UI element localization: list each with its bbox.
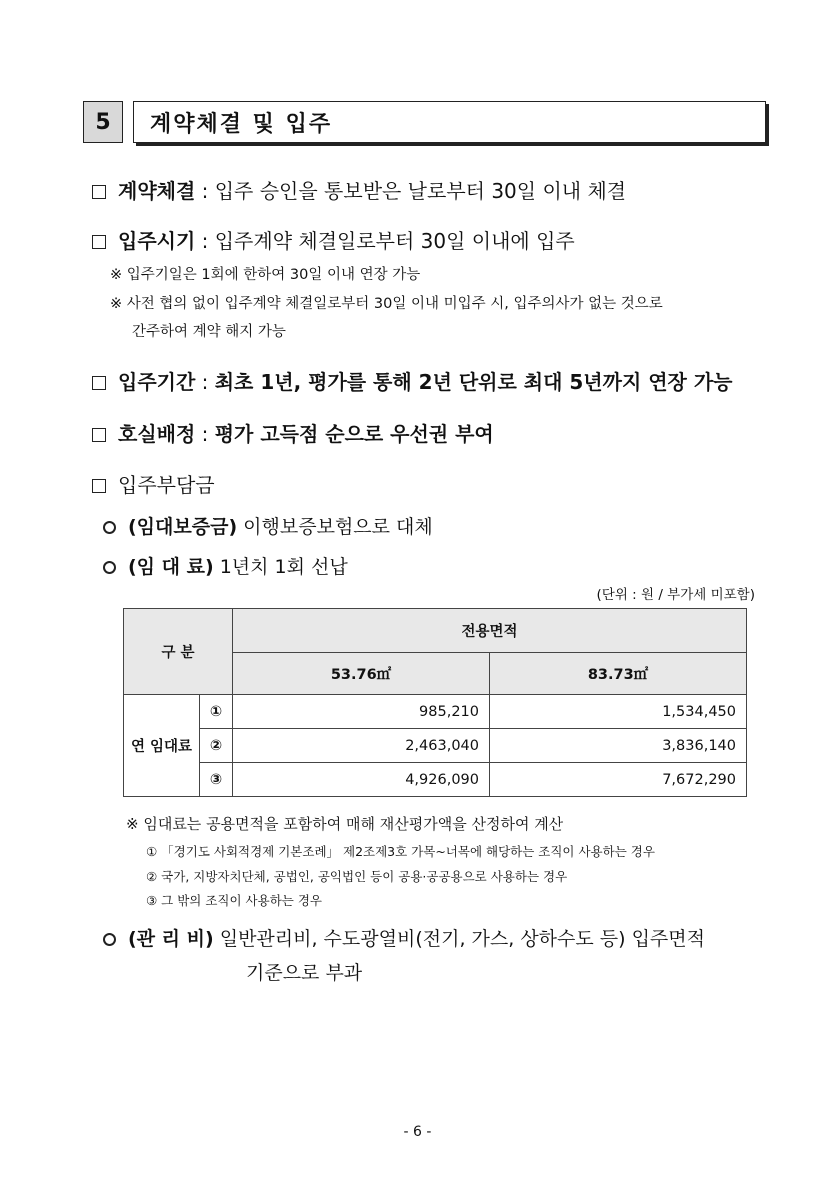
table-cell: 1,534,450 — [490, 695, 747, 729]
unit-note: (단위 : 원 / 부가세 미포함) — [596, 587, 755, 603]
circle-bullet-icon — [103, 933, 116, 946]
rent-sub-note-3: ③ 그 밖의 조직이 사용하는 경우 — [146, 893, 322, 908]
table-header-area: 전용면적 — [233, 609, 747, 653]
charge-management: (관 리 비) 일반관리비, 수도광열비(전기, 가스, 상하수도 등) 입주면적 — [103, 924, 705, 951]
table-row-label: 연 임대료 — [124, 695, 200, 797]
move-in-note-3: 간주하여 계약 해지 가능 — [132, 324, 286, 340]
circle-bullet-icon — [103, 561, 116, 574]
table-header-group: 구 분 — [124, 609, 233, 695]
table-cell: 985,210 — [233, 695, 490, 729]
item-contract: 계약체결 : 입주 승인을 통보받은 날로부터 30일 이내 체결 — [92, 175, 626, 204]
table-cell: 3,836,140 — [490, 729, 747, 763]
checkbox-square-icon — [92, 428, 106, 442]
charge-rent: (임 대 료) 1년치 1회 선납 — [103, 552, 348, 579]
section-number: 5 — [83, 101, 123, 143]
item-move-in-time: 입주시기 : 입주계약 체결일로부터 30일 이내에 입주 — [92, 225, 575, 254]
charge-deposit: (임대보증금) 이행보증보험으로 대체 — [103, 512, 433, 539]
rent-table — [123, 608, 747, 797]
table-col-1: 53.76㎡ — [233, 653, 490, 695]
item-period: 입주기간 : 최초 1년, 평가를 통해 2년 단위로 최대 5년까지 연장 가능 — [92, 366, 732, 395]
rent-sub-note-1: ① 「경기도 사회적경제 기본조례」 제2조제3호 가목~너목에 해당하는 조직이 사용하는 경우 — [146, 844, 655, 859]
table-cell: 4,926,090 — [233, 763, 490, 797]
table-row-index: ③ — [200, 763, 233, 797]
rent-sub-note-2: ② 국가, 지방자치단체, 공법인, 공익법인 등이 공용·공공용으로 사용하는 경우 — [146, 869, 568, 884]
item-charges: 입주부담금 — [92, 469, 215, 498]
table-row-index: ② — [200, 729, 233, 763]
rent-note: ※ 임대료는 공용면적을 포함하여 매해 재산평가액을 산정하여 계산 — [126, 815, 564, 833]
table-cell: 2,463,040 — [233, 729, 490, 763]
charge-management-cont: 기준으로 부과 — [246, 962, 363, 984]
item-room-assign: 호실배정 : 평가 고득점 순으로 우선권 부여 — [92, 418, 494, 447]
checkbox-square-icon — [92, 185, 106, 199]
checkbox-square-icon — [92, 376, 106, 390]
move-in-note-2: ※ 사전 협의 없이 입주계약 체결일로부터 30일 이내 미입주 시, 입주의사가 없는 것으로 — [110, 296, 663, 312]
circle-bullet-icon — [103, 521, 116, 534]
checkbox-square-icon — [92, 479, 106, 493]
table-col-2: 83.73㎡ — [490, 653, 747, 695]
table-row-index: ① — [200, 695, 233, 729]
move-in-note-1: ※ 입주기일은 1회에 한하여 30일 이내 연장 가능 — [110, 267, 421, 283]
section-title: 계약체결 및 입주 — [133, 101, 766, 143]
table-cell: 7,672,290 — [490, 763, 747, 797]
checkbox-square-icon — [92, 235, 106, 249]
page-number: - 6 - — [403, 1124, 432, 1140]
